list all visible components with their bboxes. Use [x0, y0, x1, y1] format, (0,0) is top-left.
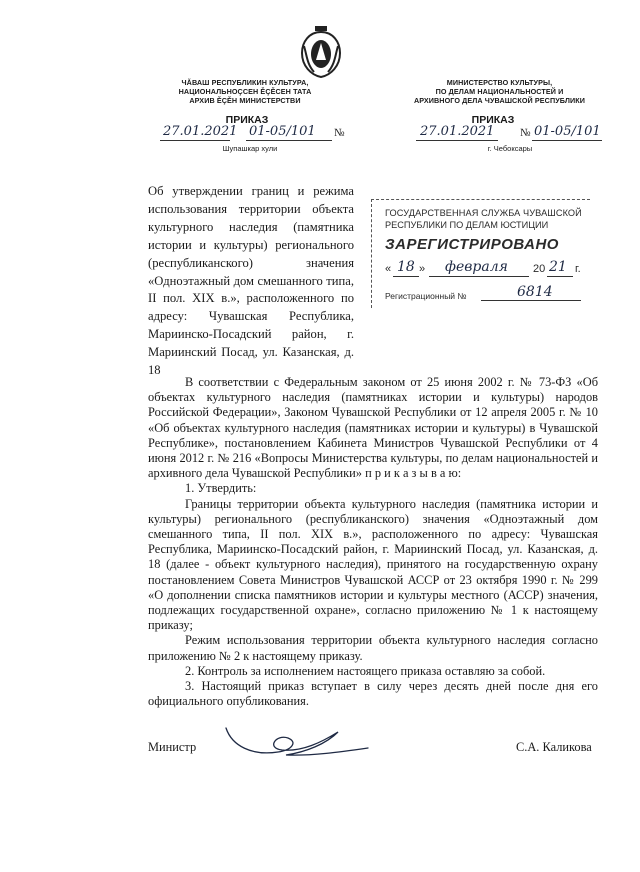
place-left: Шупашкар хули — [222, 144, 278, 153]
number-sign-right: № — [520, 127, 531, 139]
body-paragraph-4: Режим использования территории объекта культурного наследия согласно приложению № 2 к настоящему приказу. — [148, 633, 598, 663]
header-left-line-2: НАЦИОНАЛЬНОÇСЕН ĚÇĚСЕН ТАТА — [178, 87, 312, 96]
header-left-line-1: ЧĂВАШ РЕСПУБЛИКИН КУЛЬТУРА, — [181, 78, 309, 87]
date-handwritten-left: 27.01.2021 — [163, 124, 238, 139]
document-body — [148, 375, 598, 709]
body-paragraph-1: В соответствии с Федеральным законом от 25 июня 2002 г. № 73-ФЗ «Об объектах культурного наследия (памятниках истории и культуры) народов Российской Федерации», Законом Чувашской Республики от 12 апреля 2005 г. № 10 «Об объектах культурного наследия (памятниках истории и культуры) в Чувашской Республике», постановлением Кабинета Министров Чувашской Республики от 4 июня 2012 г. № 216 «Вопросы Министерства культуры, по делам национальностей и архивного дела Чувашской Республики» п р и к а з ы в а ю: — [148, 375, 598, 481]
body-paragraph-2: 1. Утвердить: — [185, 481, 257, 496]
doc-type-right: ПРИКАЗ — [471, 114, 515, 126]
signature-position: Министр — [148, 740, 197, 754]
body-paragraph-6: 3. Настоящий приказ вступает в силу через десять дней после дня его официального опубликования. — [148, 679, 598, 709]
stamp-day: 18 — [397, 259, 415, 275]
number-line-right — [532, 140, 602, 141]
number-line-left — [246, 140, 332, 141]
place-right: г. Чебоксары — [487, 144, 533, 153]
signature-name: С.А. Каликова — [516, 740, 592, 754]
number-handwritten-left: 01-05/101 — [249, 124, 316, 139]
stamp-date-row — [385, 261, 590, 279]
body-paragraph-3: Границы территории объекта культурного наследия (памятника истории и культуры) регионального (республиканского) значения «Одноэтажный дом смешанного типа, II пол. XIX в.», расположенного по адресу: Чувашская Республика, Мариинско-Посадский район, г. Мариинский Посад, ул. Казанская, д. 18 (далее - объект культурного наследия), принятого на государственную охрану постановлением Совета Министров Чувашской АССР от 23 октября 1990 г. № 299 «О дополнении списка памятников истории и культуры местного (АССР) значения, подлежащих государственной охране», согласно приложению № 1 к настоящему приказу; — [148, 496, 598, 633]
stamp-year-suffix: г. — [575, 263, 581, 275]
header-right-line-2: ПО ДЕЛАМ НАЦИОНАЛЬНОСТЕЙ И — [435, 87, 564, 96]
signature-handwritten — [222, 722, 372, 762]
header-right — [392, 78, 607, 105]
stamp-title: ЗАРЕГИСТРИРОВАНО — [385, 236, 559, 253]
stamp-year: 21 — [549, 259, 567, 275]
stamp-reg-line — [481, 300, 581, 301]
date-handwritten-right: 27.01.2021 — [420, 124, 495, 139]
stamp-month: февраля — [445, 259, 508, 275]
stamp-day-line — [393, 276, 419, 277]
date-line-left — [160, 140, 230, 141]
number-sign-left: № — [334, 127, 345, 139]
header-left-line-3: АРХИВ ĚÇĚН МИНИСТЕРСТВИ — [189, 96, 301, 105]
stamp-quote-open: « — [385, 263, 392, 275]
registration-stamp — [371, 199, 593, 311]
document-subject: Об утверждении границ и режима использования территории объекта культурного наследия (памятника истории и культуры) регионального (республиканского) значения «Одноэтажный дом смешанного типа, II пол. XIX в.», расположенного по адресу: Чувашская Республика, Мариинско-Посадский район, г. Мариинский Посад, ул. Казанская, д. 18 — [148, 184, 354, 378]
header-right-line-1: МИНИСТЕРСТВО КУЛЬТУРЫ, — [446, 78, 553, 87]
coat-of-arms-emblem — [298, 26, 344, 78]
doc-type-left: ПРИКАЗ — [225, 114, 269, 126]
stamp-line-2: РЕСПУБЛИКИ ПО ДЕЛАМ ЮСТИЦИИ — [385, 220, 549, 230]
emblem-icon — [298, 26, 344, 78]
date-line-right — [416, 140, 498, 141]
number-handwritten-right: 01-05/101 — [534, 124, 601, 139]
header-left — [150, 78, 340, 105]
stamp-month-line — [429, 276, 529, 277]
stamp-reg-label: Регистрационный № — [385, 291, 467, 301]
stamp-year-line — [547, 276, 573, 277]
stamp-quote-close: » — [419, 263, 426, 275]
stamp-year-prefix: 20 — [533, 263, 546, 275]
stamp-reg-number: 6814 — [517, 284, 553, 300]
body-paragraph-5: 2. Контроль за исполнением настоящего приказа оставляю за собой. — [185, 663, 546, 678]
stamp-line-1: ГОСУДАРСТВЕННАЯ СЛУЖБА ЧУВАШСКОЙ — [385, 208, 582, 218]
header-right-line-3: АРХИВНОГО ДЕЛА ЧУВАШСКОЙ РЕСПУБЛИКИ — [413, 96, 586, 105]
